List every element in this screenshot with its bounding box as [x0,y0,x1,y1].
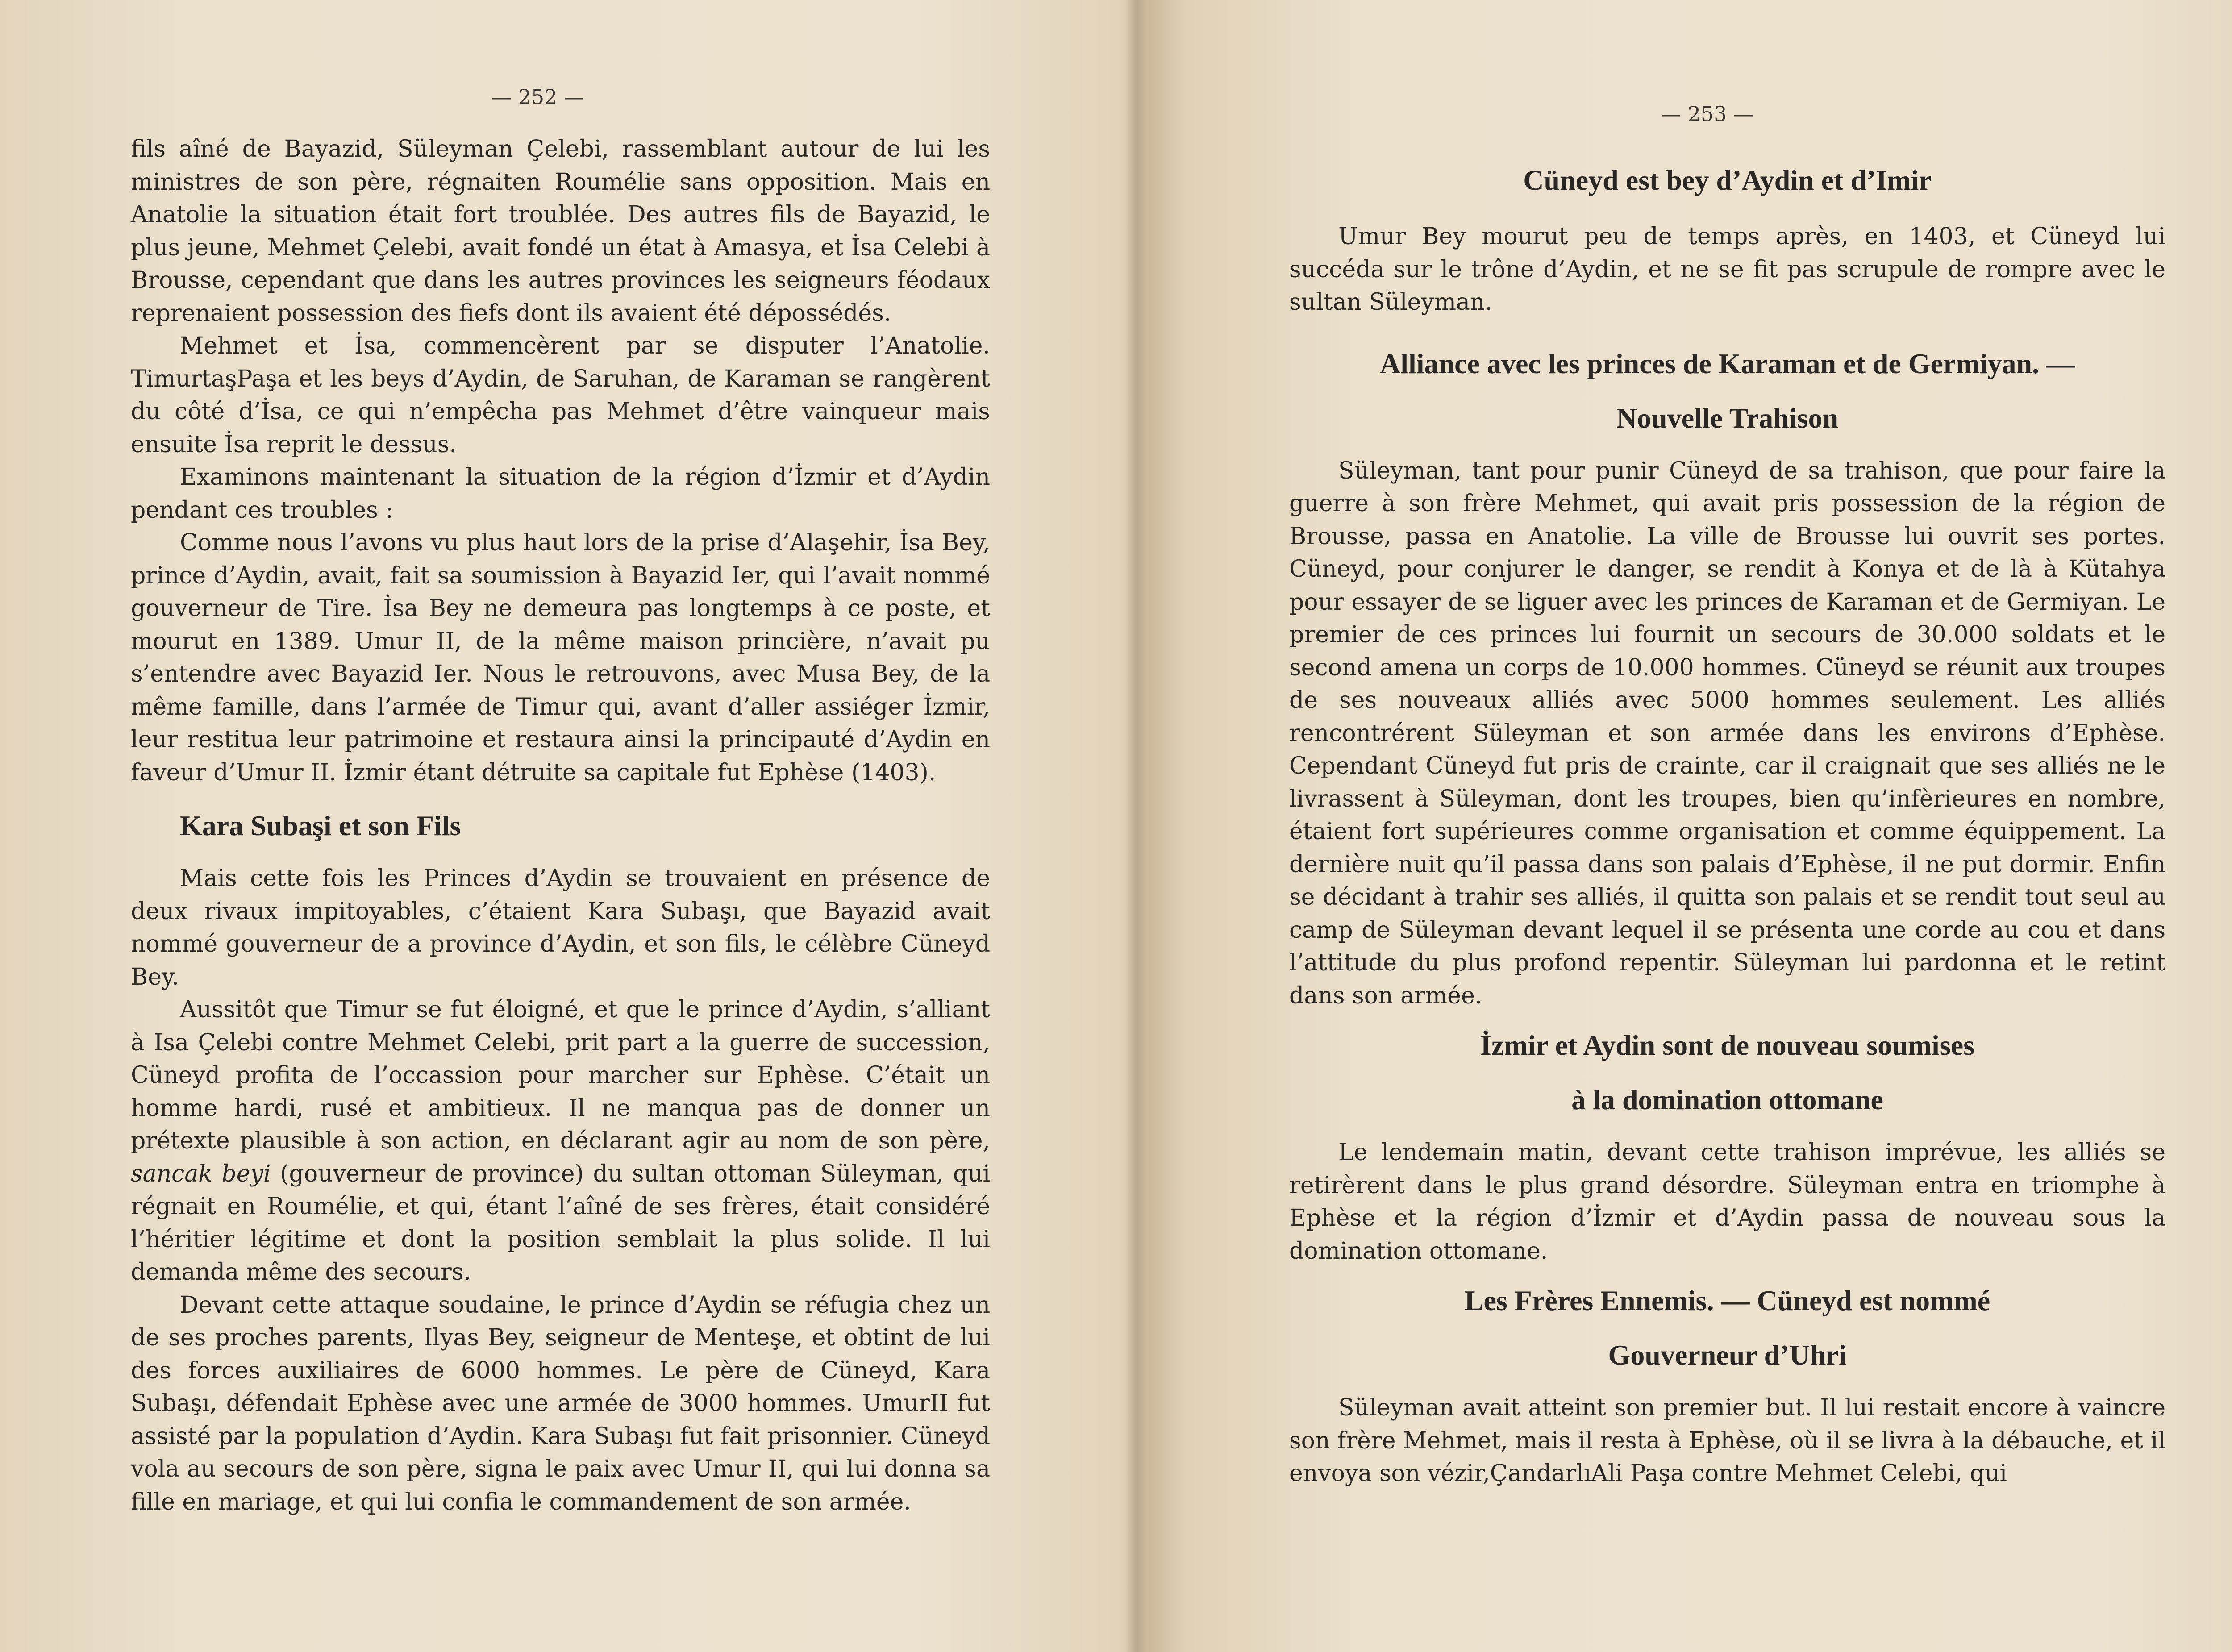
paragraph: fils aîné de Bayazid, Süleyman Çelebi, rassemblant autour de lui les ministres de son père, régnaiten Roumélie sans opposition. Mais en Anatolie la situation était fort troublée. Des autres fils de Bayazid, le plus jeune, Mehmet Çelebi, avait fondé un état à Amasya, et İsa Celebi à Brousse, cependant que dans les autres provinces les seigneurs féodaux reprenaient possession des fiefs dont ils avaient été dépossédés. [131,136,990,327]
section-heading: Alliance avec les princes de Karaman et de Germiyan. — [1379,347,2075,379]
page-number-right: — 253 — [1661,102,1754,126]
paragraph: Devant cette attaque soudaine, le prince d’Aydin se réfugia chez un de ses proches parents, Ilyas Bey, seigneur de Menteşe, et obtint de lui des forces auxiliaires de 6000 hommes. Le père de Cüneyd, Kara Subaşı, défendait Ephèse avec une armée de 3000 hommes. UmurII fut assisté par la population d’Aydin. Kara Subaşı fut fait prisonnier. Cüneyd vola au secours de son père, signa le paix avec Umur II, qui lui donna sa fille en mariage, et qui lui confia le commandement de son armée. [131,1291,990,1515]
paragraph: Süleyman avait atteint son premier but. Il lui restait encore à vaincre son frère Mehmet, mais il resta à Ephèse, où il se livra à la débauche, et il envoya son vézir,ÇandarlıAli Paşa contre Mehmet Celebi, qui [1289,1394,2165,1487]
paragraph: Examinons maintenant la situation de la région d’İzmir et d’Aydin pendant ces troubles : [131,464,990,524]
section-heading-continued: à la domination ottomane [1571,1084,1883,1115]
left-text-block [131,133,990,1519]
paragraph: Le lendemain matin, devant cette trahison imprévue, les alliés se retirèrent dans le plus grand désordre. Süleyman entra en triomphe à Ephèse et la région d’İzmir et d’Aydin passa de nouveau sous la domination ottomane. [1289,1139,2165,1265]
right-page [1147,0,2232,1652]
paragraph: Süleyman, tant pour punir Cüneyd de sa trahison, que pour faire la guerre à son frère Mehmet, qui avait pris possession de la région de Brousse, passa en Anatolie. La ville de Brousse lui ouvrit ses portes. Cüneyd, pour conjurer le danger, se rendit à Konya et de là à Kütahya pour essayer de se liguer avec les princes de Karaman et de Germiyan. Le premier de ces princes lui fournit un secours de 30.000 soldats et le second amena un corps de 10.000 hommes. Cüneyd se réunit aux troupes de ses nouveaux alliés avec 5000 hommes seulement. Les alliés rencontrérent Süleyman et son armée dans les environs d’Ephèse. Cependant Cüneyd fut pris de crainte, car il craignait que ses alliés ne le livrassent à Süleyman, dont les troupes, bien qu’infèrieures en nombre, étaient fort supérieures comme organisation et comme équippement. La dernière nuit qu’il passa dans son palais d’Ephèse, il ne put dormir. Enfin se décidant à trahir ses alliés, il quitta son palais et se rendit tout seul au camp de Süleyman devant lequel il se présenta une corde au cou et dans l’attitude du plus profond repentir. Süleyman lui pardonna et le retint dans son armée. [1289,457,2165,1009]
paragraph-text: Aussitôt que Timur se fut éloigné, et que le prince d’Aydin, s’alliant à Isa Çelebi contre Mehmet Celebi, prit part a la guerre de succession, Cüneyd profita de l’occassion pour marcher sur Ephèse. C’était un homme hardi, rusé et ambitieux. Il ne manqua pas de donner un prétexte plausible à son action, en déclarant agir au nom de son père, [131,996,990,1154]
italic-term: sancak beyi [131,1160,271,1187]
section-heading: Les Frères Ennemis. — Cüneyd est nommé [1464,1285,1990,1316]
section-heading: Cüneyd est bey d’Aydin et d’Imir [1523,164,1932,196]
paragraph: Mais cette fois les Princes d’Aydin se trouvaient en présence de deux rivaux impitoyables, c’étaient Kara Subaşı, que Bayazid avait nommé gouverneur de a province d’Aydin, et son fils, le célèbre Cüneyd Bey. [131,865,990,990]
paragraph-text: (gouverneur de province) du sultan ottoman Süleyman, qui régnait en Roumélie, et qui, étant l’aîné de ses frères, était considéré l’héritier légitime et dont la position semblait la plus solide. Il lui demanda même des secours. [131,1160,990,1286]
section-heading: Kara Subaşi et son Fils [180,810,461,841]
section-heading-continued: Gouverneur d’Uhri [1608,1339,1847,1371]
section-heading: İzmir et Aydin sont de nouveau soumises [1480,1029,1975,1061]
section-heading-continued: Nouvelle Trahison [1616,402,1839,434]
paragraph: Umur Bey mourut peu de temps après, en 1403, et Cüneyd lui succéda sur le trône d’Aydin, et ne se fit pas scrupule de rompre avec le sultan Süleyman. [1289,223,2165,316]
paragraph: Comme nous l’avons vu plus haut lors de la prise d’Alaşehir, İsa Bey, prince d’Aydin, avait, fait sa soumission à Bayazid Ier, qui l’avait nommé gouverneur de Tire. İsa Bey ne demeura pas longtemps à ce poste, et mourut en 1389. Umur II, de la même maison princière, n’avait pu s’entendre avec Bayazid Ier. Nous le retrouvons, avec Musa Bey, de la même famille, dans l’armée de Timur qui, avant d’aller assiéger İzmir, leur restitua leur patrimoine et restaura ainsi la principauté d’Aydin en faveur d’Umur II. İzmir étant détruite sa capitale fut Ephèse (1403). [131,529,990,786]
right-text-block [1289,156,2165,1490]
paragraph [131,994,990,1289]
paragraph: Mehmet et İsa, commencèrent par se disputer l’Anatolie. TimurtaşPaşa et les beys d’Aydin, de Saruhan, de Karaman se rangèrent du côté d’İsa, ce qui n’empêcha pas Mehmet d’être vainqueur mais ensuite İsa reprit le dessus. [131,333,990,458]
page-number-left: — 252 — [491,85,585,109]
